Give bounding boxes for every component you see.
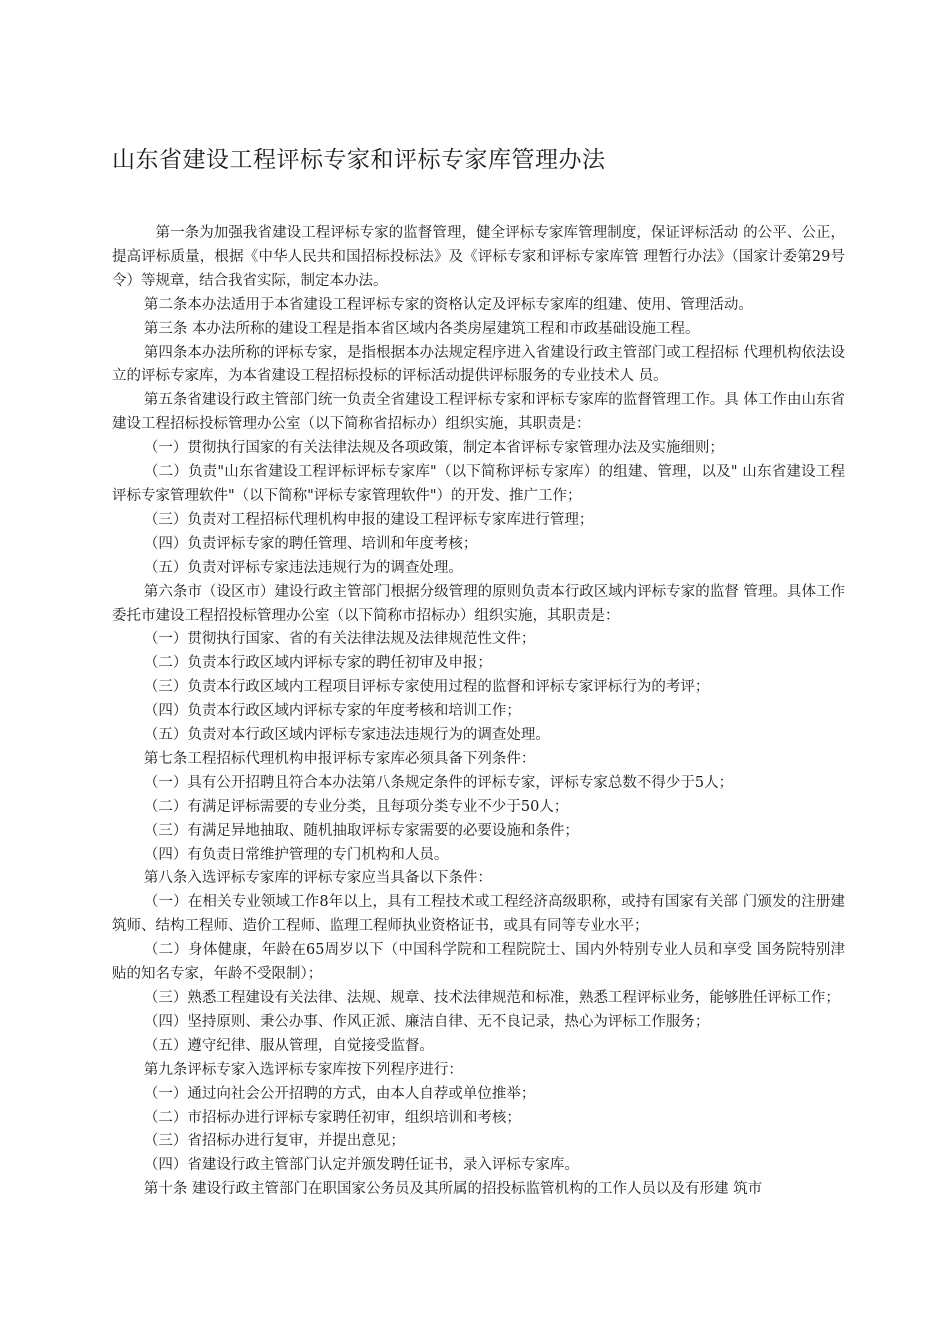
- paragraph: （三）负责对工程招标代理机构申报的建设工程评标专家库进行管理；: [143, 511, 594, 528]
- paragraph: （二）市招标办进行评标专家聘任初审，组织培训和考核；: [143, 1109, 521, 1126]
- paragraph: （一）通过向社会公开招聘的方式，由本人自荐或单位推举；: [143, 1085, 536, 1102]
- paragraph: 第二条本办法适用于本省建设工程评标专家的资格认定及评标专家库的组建、使用、管理活动。: [143, 296, 753, 313]
- paragraph: （四）有负责日常维护管理的专门机构和人员。: [143, 846, 449, 863]
- paragraph: （二）有满足评标需要的专业分类，且每项分类专业不少于50人；: [143, 798, 569, 815]
- paragraph: （一）具有公开招聘且符合本办法第八条规定条件的评标专家，评标专家总数不得少于5人；: [143, 774, 734, 791]
- paragraph: （二）身体健康，年龄在65周岁以下（中国科学院和工程院院士、国内外特别专业人员和享受 国务院特别津贴的知名专家，年龄不受限制）；: [112, 942, 845, 983]
- paragraph: 第五条省建设行政主管部门统一负责全省建设工程评标专家和评标专家库的监督管理工作。具 体工作由山东省建设工程招标投标管理办公室（以下简称省招标办）组织实施，其职责是：: [112, 392, 845, 433]
- paragraph: 第八条入选评标专家库的评标专家应当具备以下条件：: [143, 870, 492, 887]
- paragraph: （三）有满足异地抽取、随机抽取评标专家需要的必要设施和条件；: [143, 822, 579, 839]
- paragraph: 第七条工程招标代理机构申报评标专家库必须具备下列条件：: [143, 750, 536, 767]
- paragraph: （一）贯彻执行国家、省的有关法律法规及法律规范性文件；: [143, 631, 536, 648]
- paragraph: （二）负责"山东省建设工程评标评标专家库"（以下简称评标专家库）的组建、管理，以及" 山东省建设工程评标专家管理软件"（以下简称"评标专家管理软件"）的开发、推广工作；: [112, 464, 845, 504]
- document-body: [112, 222, 845, 1202]
- paragraph: （五）负责对本行政区域内评标专家违法违规行为的调查处理。: [143, 727, 550, 744]
- paragraph: （二）负责本行政区域内评标专家的聘任初审及申报；: [143, 655, 492, 672]
- paragraph: 第九条评标专家入选评标专家库按下列程序进行：: [143, 1061, 463, 1078]
- paragraph: （四）坚持原则、秉公办事、作风正派、廉洁自律、无不良记录，热心为评标工作服务；: [143, 1013, 710, 1030]
- paragraph: （三）省招标办进行复审，并提出意见；: [143, 1133, 405, 1150]
- paragraph: （一）贯彻执行国家的有关法律法规及各项政策，制定本省评标专家管理办法及实施细则；: [143, 440, 724, 457]
- paragraph: 第四条本办法所称的评标专家，是指根据本办法规定程序进入省建设行政主管部门或工程招标 代理机构依法设立的评标专家库，为本省建设工程招标投标的评标活动提供评标服务的专业技术人 员。: [112, 344, 845, 385]
- paragraph: （四）负责本行政区域内评标专家的年度考核和培训工作；: [143, 703, 521, 720]
- paragraph: （一）在相关专业领域工作8年以上，具有工程技术或工程经济高级职称，或持有国家有关部 门颁发的注册建筑师、结构工程师、造价工程师、监理工程师执业资格证书，或具有同等专业水平；: [112, 894, 845, 935]
- paragraph: 第六条市（设区市）建设行政主管部门根据分级管理的原则负责本行政区域内评标专家的监督 管理。具体工作委托市建设工程招投标管理办公室（以下简称市招标办）组织实施，其职责是：: [112, 583, 845, 624]
- paragraph: （四）负责评标专家的聘任管理、培训和年度考核；: [143, 535, 478, 552]
- paragraph: （五）负责对评标专家违法违规行为的调查处理。: [143, 559, 463, 576]
- paragraph: （四）省建设行政主管部门认定并颁发聘任证书，录入评标专家库。: [143, 1157, 579, 1174]
- paragraph: （三）熟悉工程建设有关法律、法规、规章、技术法律规范和标准，熟悉工程评标业务，能够胜任评标工作；: [143, 990, 840, 1006]
- paragraph: 第十条 建设行政主管部门在职国家公务员及其所属的招投标监管机构的工作人员以及有形建 筑市: [143, 1181, 763, 1198]
- paragraph: 第一条为加强我省建设工程评标专家的监督管理，健全评标专家库管理制度，保证评标活动 的公平、公正，提高评标质量，根据《中华人民共和国招标投标法》及《评标专家和评标专家库管 理暂行办法》（国家计委第29号令）等规章，结合我省实际，制定本办法。: [112, 225, 845, 289]
- paragraph: （五）遵守纪律、服从管理，自觉接受监督。: [143, 1037, 434, 1054]
- document-title: 山东省建设工程评标专家和评标专家库管理办法: [112, 147, 606, 173]
- paragraph: （三）负责本行政区域内工程项目评标专家使用过程的监督和评标专家评标行为的考评；: [143, 679, 710, 696]
- paragraph: 第三条 本办法所称的建设工程是指本省区域内各类房屋建筑工程和市政基础设施工程。: [143, 320, 700, 337]
